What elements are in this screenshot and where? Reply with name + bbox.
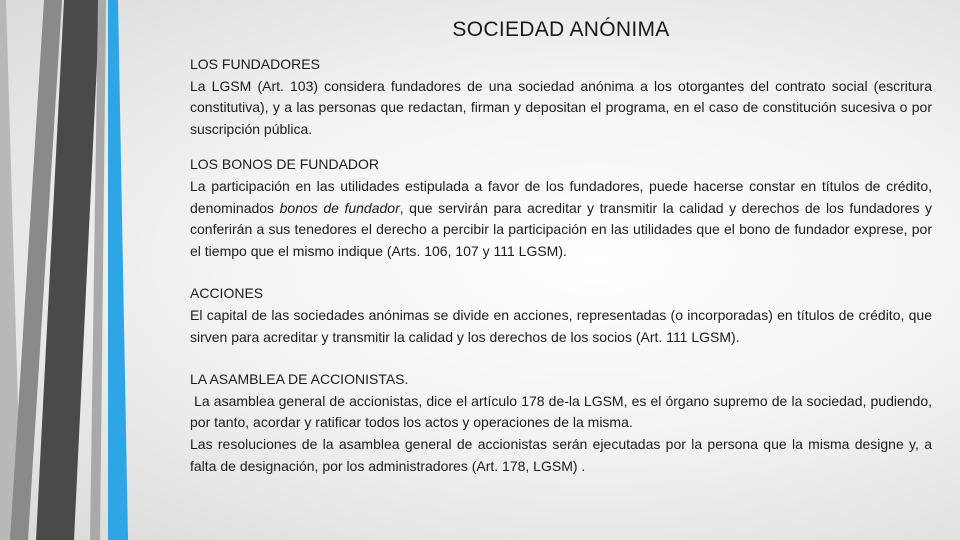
section-body-asamblea-1: La asamblea general de accionistas, dice el artículo 178 de-la LGSM, es el órgano supremo de la sociedad, pudiendo, por tanto, acordar y ratificar todos los actos y operaciones de la misma. bbox=[190, 392, 936, 431]
slide-content bbox=[190, 54, 936, 477]
bonos-text-before: La participación en las utilidades estipulada a favor de los fundadores, puede hacerse constar en títulos de crédito, denominados bbox=[190, 177, 932, 216]
section-gap bbox=[190, 348, 932, 369]
section-gap bbox=[190, 262, 932, 283]
section-gap bbox=[190, 140, 932, 154]
bonos-text-after: , que servirán para acreditar y transmitir la calidad y derechos de los fundadores y conferirán a sus tenedores el derecho a percibir la participación en las utilidades que el bono de fundador exprese, por el tiempo que el mismo indique (Arts. 106, 107 y 111 LGSM). bbox=[190, 199, 933, 259]
section-title-asamblea: LA ASAMBLEA DE ACCIONISTAS. bbox=[190, 371, 409, 388]
section-title-fundadores: LOS FUNDADORES bbox=[190, 56, 320, 72]
section-title-bonos: LOS BONOS DE FUNDADOR bbox=[190, 156, 380, 173]
section-body-acciones: El capital de las sociedades anónimas se divide en acciones, representadas (o incorporadas) en títulos de crédito, que sirven para acreditar y transmitir la calidad y los derechos de los socios (Art. 111 LGSM). bbox=[190, 306, 932, 345]
section-body-asamblea-2: Las resoluciones de la asamblea general de accionistas serán ejecutadas por la persona que la misma designe y, a falta de designación, por los administradores (Art. 178, LGSM) . bbox=[190, 435, 932, 474]
stripe-blue bbox=[108, 0, 128, 540]
decorative-stripes bbox=[0, 0, 130, 540]
section-body-fundadores: La LGSM (Art. 103) considera fundadores de una sociedad anónima a los otorgantes del contrato social (escritura constitutiva), y a las personas que redactan, firman y depositan el programa, en el caso de constitución sucesiva o por suscripción pública. bbox=[190, 77, 932, 137]
section-body-bonos bbox=[190, 176, 932, 262]
bonos-italic-term: bonos de fundador bbox=[279, 199, 400, 216]
section-title-acciones: ACCIONES bbox=[190, 285, 264, 302]
slide-title: SOCIEDAD ANÓNIMA bbox=[452, 18, 670, 41]
